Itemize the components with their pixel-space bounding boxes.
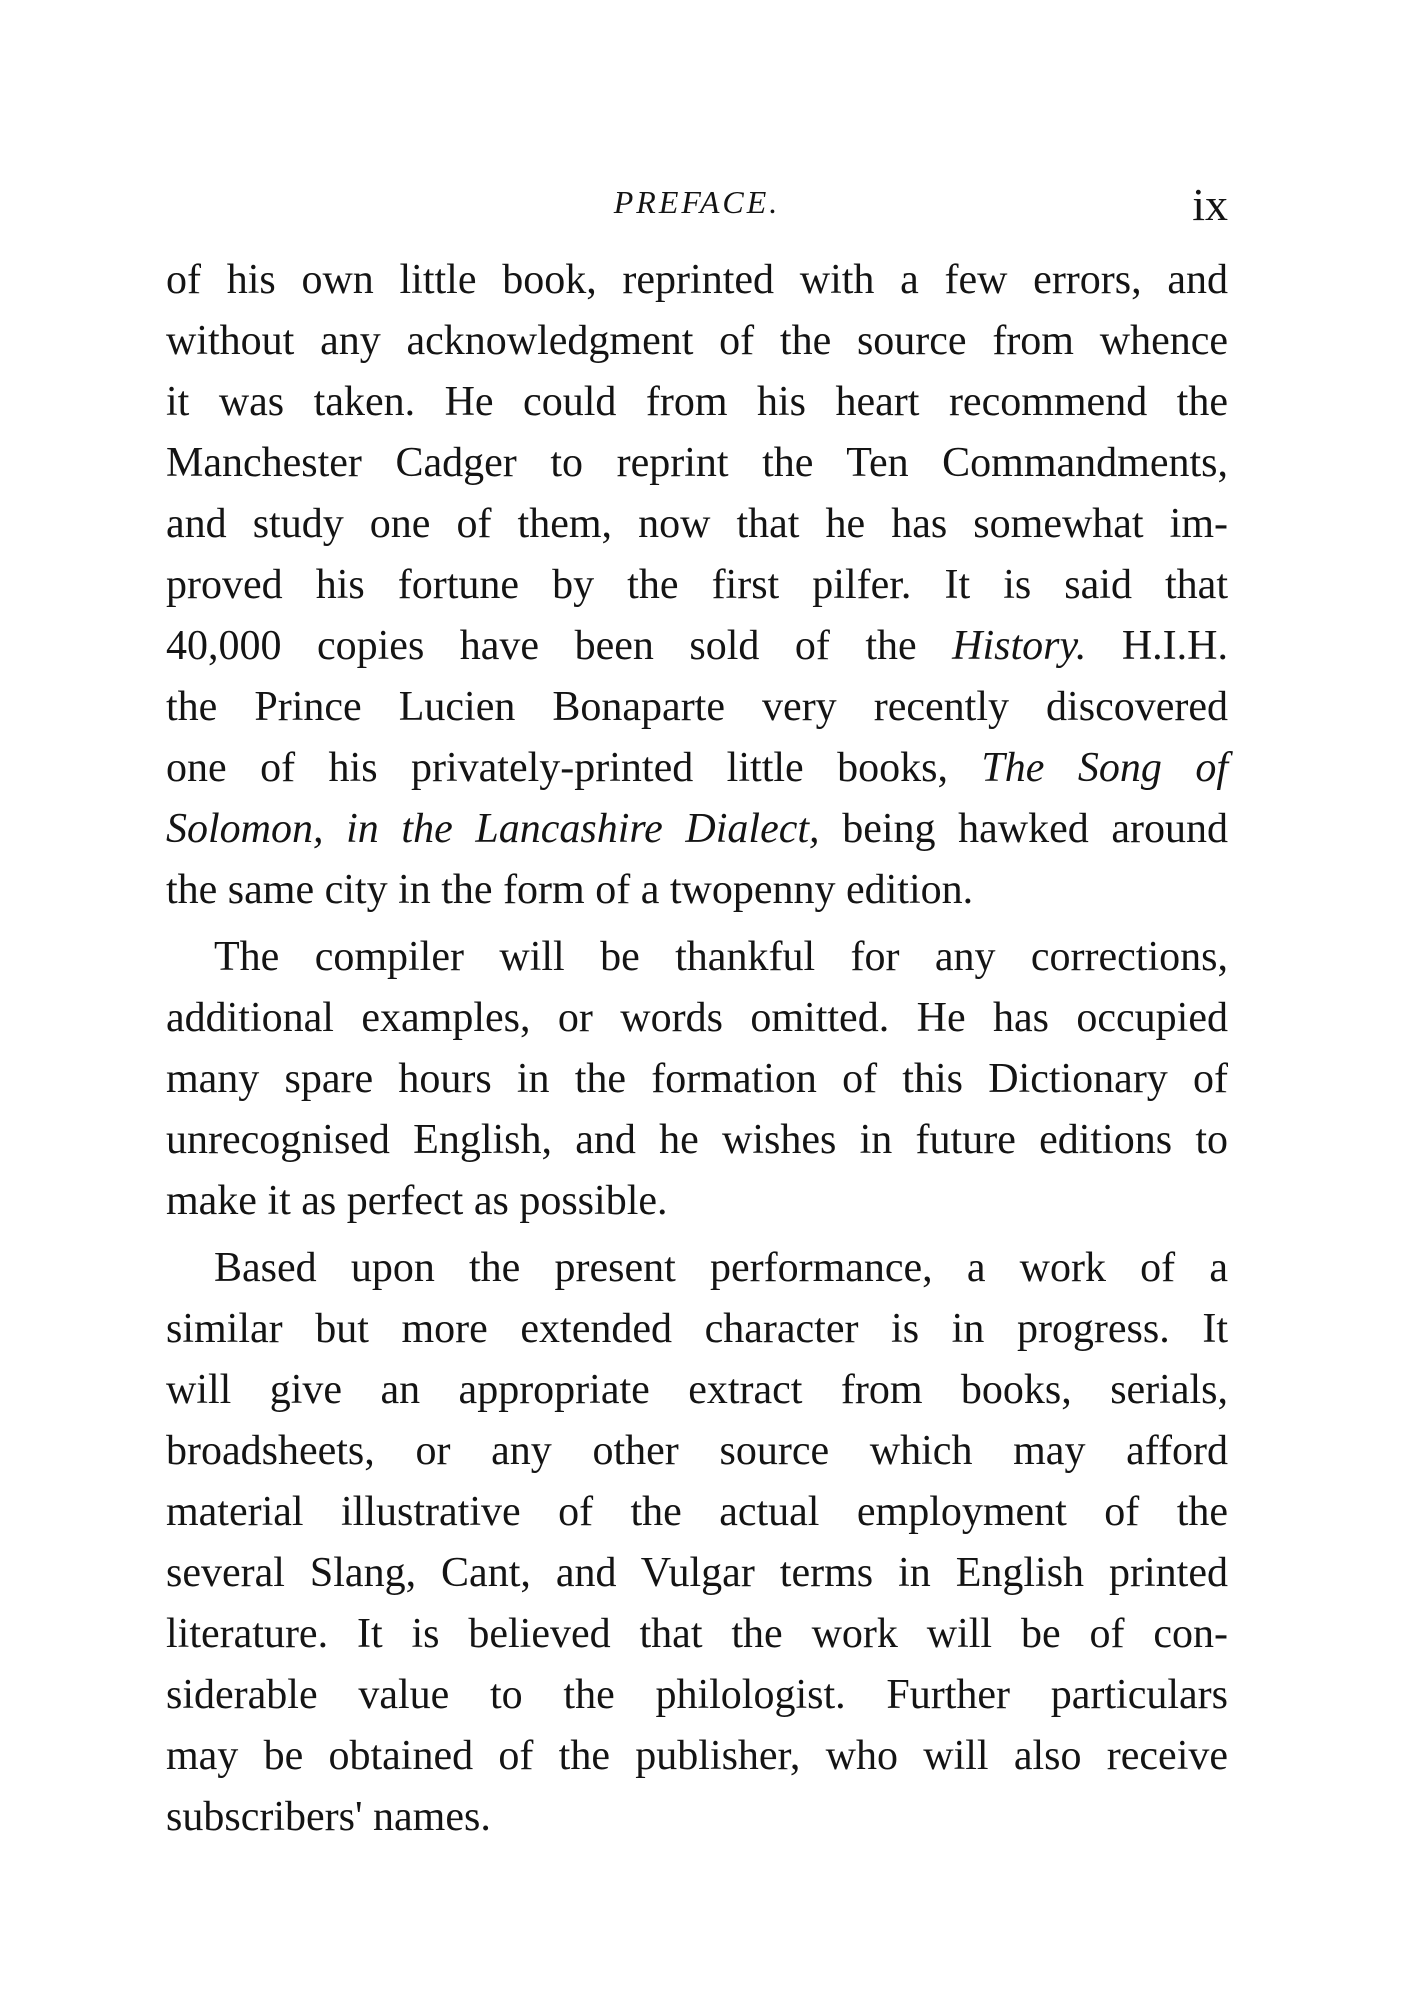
- text-run: 40,000 copies have been sold of the: [166, 623, 953, 669]
- text-line: Based upon the present performance, a work of a: [214, 1245, 1228, 1291]
- text-line: may be obtained of the publisher, who will also receive: [166, 1733, 1228, 1779]
- italic-title: Solomon, in the Lancashire Dialect,: [166, 806, 820, 852]
- text-line: the Prince Lucien Bonaparte very recently discovered: [166, 684, 1228, 730]
- text-line: The compiler will be thankful for any corrections,: [214, 934, 1228, 980]
- text-line: make it as perfect as possible.: [166, 1178, 668, 1224]
- text-line: proved his fortune by the first pilfer. It is said that: [166, 562, 1228, 608]
- italic-title: The Song of: [981, 745, 1228, 791]
- page-header: [166, 178, 1228, 230]
- paragraph: [166, 1238, 1228, 1848]
- text-line: literature. It is believed that the work will be of con-: [166, 1611, 1228, 1657]
- text-line: many spare hours in the formation of this Dictionary of: [166, 1056, 1228, 1102]
- text-line: [166, 799, 1228, 860]
- text-line: material illustrative of the actual employment of the: [166, 1489, 1228, 1535]
- text-line: additional examples, or words omitted. He has occupied: [166, 995, 1228, 1041]
- text-line: similar but more extended character is in progress. It: [166, 1306, 1228, 1352]
- text-run: H.I.H.: [1086, 623, 1228, 669]
- text-line: several Slang, Cant, and Vulgar terms in English printed: [166, 1550, 1228, 1596]
- page-number: ix: [1192, 179, 1228, 230]
- paragraph: [166, 927, 1228, 1232]
- text-line: Manchester Cadger to reprint the Ten Commandments,: [166, 440, 1228, 486]
- running-title: PREFACE.: [613, 184, 781, 220]
- paragraph: [166, 250, 1228, 921]
- text-run: being hawked around: [819, 806, 1228, 852]
- italic-title: History.: [952, 623, 1087, 669]
- text-line: and study one of them, now that he has somewhat im-: [166, 501, 1228, 547]
- text-line: the same city in the form of a twopenny edition.: [166, 867, 974, 913]
- text-line: unrecognised English, and he wishes in future editions to: [166, 1117, 1228, 1163]
- text-line: subscribers' names.: [166, 1794, 491, 1840]
- text-line: siderable value to the philologist. Further particulars: [166, 1672, 1228, 1718]
- text-line: broadsheets, or any other source which may afford: [166, 1428, 1228, 1474]
- text-line: it was taken. He could from his heart recommend the: [166, 379, 1228, 425]
- text-line: without any acknowledgment of the source from whence: [166, 318, 1228, 364]
- text-run: one of his privately-printed little books,: [166, 745, 982, 791]
- text-line: [166, 616, 1228, 677]
- body-text: [166, 250, 1228, 1848]
- text-line: of his own little book, reprinted with a few errors, and: [166, 257, 1228, 303]
- text-line: [166, 738, 1228, 799]
- text-line: will give an appropriate extract from books, serials,: [166, 1367, 1228, 1413]
